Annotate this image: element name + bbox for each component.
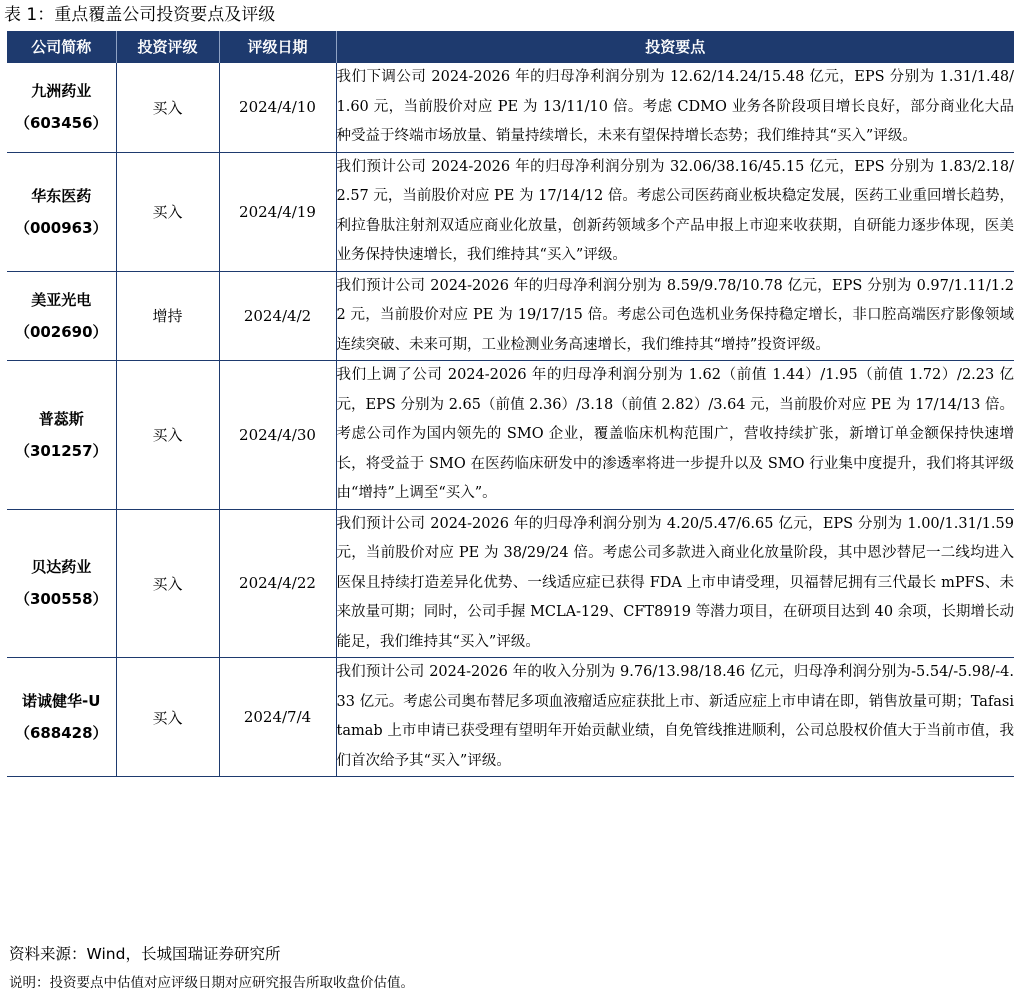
- points-cell: 我们下调公司 2024-2026 年的归母净利润分别为 12.62/14.24/15.48 亿元，EPS 分别为 1.31/1.48/1.60 元，当前股价对应 PE 为 13/11/10 倍。考虑 CDMO 业务各阶段项目增长良好，部分商业化大品种受益于终端市场放量、销量持续增长，未来有望保持增长态势；我们维持其“买入”评级。: [336, 63, 1014, 153]
- company-name: 贝达药业: [31, 558, 92, 577]
- company-code: （603456）: [14, 114, 108, 133]
- ratings-table: [7, 31, 1014, 777]
- date-cell: 2024/4/19: [219, 152, 336, 271]
- table-row: [7, 271, 1014, 361]
- rating-cell: 买入: [116, 361, 219, 510]
- rating-cell: 增持: [116, 271, 219, 361]
- company-code: （300558）: [14, 590, 108, 609]
- table-row: [7, 658, 1014, 777]
- rating-cell: 买入: [116, 658, 219, 777]
- company-name: 普蕊斯: [38, 409, 84, 428]
- header-rating: 投资评级: [116, 31, 219, 63]
- company-code: （000963）: [14, 218, 108, 237]
- points-cell: 我们预计公司 2024-2026 年的收入分别为 9.76/13.98/18.46 亿元，归母净利润分别为-5.54/-5.98/-4.33 亿元。考虑公司奥布替尼多项血液瘤适应症获批上市、新适应症上市申请在即，销售放量可期；Tafasitamab 上市申请已获受理有望明年开始贡献业绩，自免管线推进顺利，公司总股权价值大于当前市值，我们首次给予其“买入”评级。: [336, 658, 1014, 777]
- note-line: 说明：投资要点中估值对应评级日期对应研究报告所取收盘价估值。: [9, 975, 414, 991]
- company-cell: [7, 152, 116, 271]
- table-row: [7, 152, 1014, 271]
- company-cell: [7, 271, 116, 361]
- table-title: 表 1：重点覆盖公司投资要点及评级: [4, 5, 276, 25]
- table-row: [7, 509, 1014, 658]
- company-code: （002690）: [14, 322, 108, 341]
- points-cell: 我们预计公司 2024-2026 年的归母净利润分别为 8.59/9.78/10.78 亿元，EPS 分别为 0.97/1.11/1.22 元，当前股价对应 PE 为 19/17/15 倍。考虑公司色选机业务保持稳定增长，非口腔高端医疗影像领域连续突破、未来可期，工业检测业务高速增长，我们维持其“增持”投资评级。: [336, 271, 1014, 361]
- rating-cell: 买入: [116, 152, 219, 271]
- points-cell: 我们预计公司 2024-2026 年的归母净利润分别为 32.06/38.16/45.15 亿元，EPS 分别为 1.83/2.18/2.57 元，当前股价对应 PE 为 17/14/12 倍。考虑公司医药商业板块稳定发展，医药工业重回增长趋势，利拉鲁肽注射剂双适应商业化放量，创新药领域多个产品申报上市迎来收获期，自研能力逐步体现，医美业务保持快速增长，我们维持其“买入”评级。: [336, 152, 1014, 271]
- company-name: 美亚光电: [31, 290, 92, 309]
- company-code: （688428）: [14, 724, 108, 742]
- table-row: [7, 63, 1014, 153]
- date-cell: 2024/4/2: [219, 271, 336, 361]
- company-cell: [7, 361, 116, 510]
- date-cell: 2024/7/4: [219, 658, 336, 777]
- table-row: [7, 361, 1014, 510]
- company-cell: [7, 63, 116, 153]
- points-cell: 我们上调了公司 2024-2026 年的归母净利润分别为 1.62（前值 1.44）/1.95（前值 1.72）/2.23 亿元，EPS 分别为 2.65（前值 2.36）/3.18（前值 2.82）/3.64 元，当前股价对应 PE 为 17/14/13 倍。考虑公司作为国内领先的 SMO 企业，覆盖临床机构范围广，营收持续扩张，新增订单金额保持快速增长，将受益于 SMO 在医药临床研发中的渗透率将进一步提升以及 SMO 行业集中度提升，我们将其评级由“增持”上调至“买入”。: [336, 361, 1014, 510]
- company-code: （301257）: [14, 441, 108, 460]
- date-cell: 2024/4/10: [219, 63, 336, 153]
- company-name: 九洲药业: [31, 82, 92, 101]
- header-points: 投资要点: [336, 31, 1014, 63]
- source-line: 资料来源：Wind，长城国瑞证券研究所: [9, 945, 281, 963]
- company-name: 华东医药: [31, 186, 92, 205]
- date-cell: 2024/4/30: [219, 361, 336, 510]
- company-cell: [7, 509, 116, 658]
- header-date: 评级日期: [219, 31, 336, 63]
- company-name: 诺诚健华-U: [22, 692, 101, 710]
- rating-cell: 买入: [116, 509, 219, 658]
- table-header-row: [7, 31, 1014, 63]
- header-company: 公司简称: [7, 31, 116, 63]
- company-cell: [7, 658, 116, 777]
- date-cell: 2024/4/22: [219, 509, 336, 658]
- points-cell: 我们预计公司 2024-2026 年的归母净利润分别为 4.20/5.47/6.65 亿元，EPS 分别为 1.00/1.31/1.59 元，当前股价对应 PE 为 38/29/24 倍。考虑公司多款进入商业化放量阶段，其中恩沙替尼一二线均进入医保且持续打造差异化优势、一线适应症已获得 FDA 上市申请受理，贝福替尼拥有三代最长 mPFS、未来放量可期；同时，公司手握 MCLA-129、CFT8919 等潜力项目，在研项目达到 40 余项，长期增长动能足，我们维持其“买入”评级。: [336, 509, 1014, 658]
- rating-cell: 买入: [116, 63, 219, 153]
